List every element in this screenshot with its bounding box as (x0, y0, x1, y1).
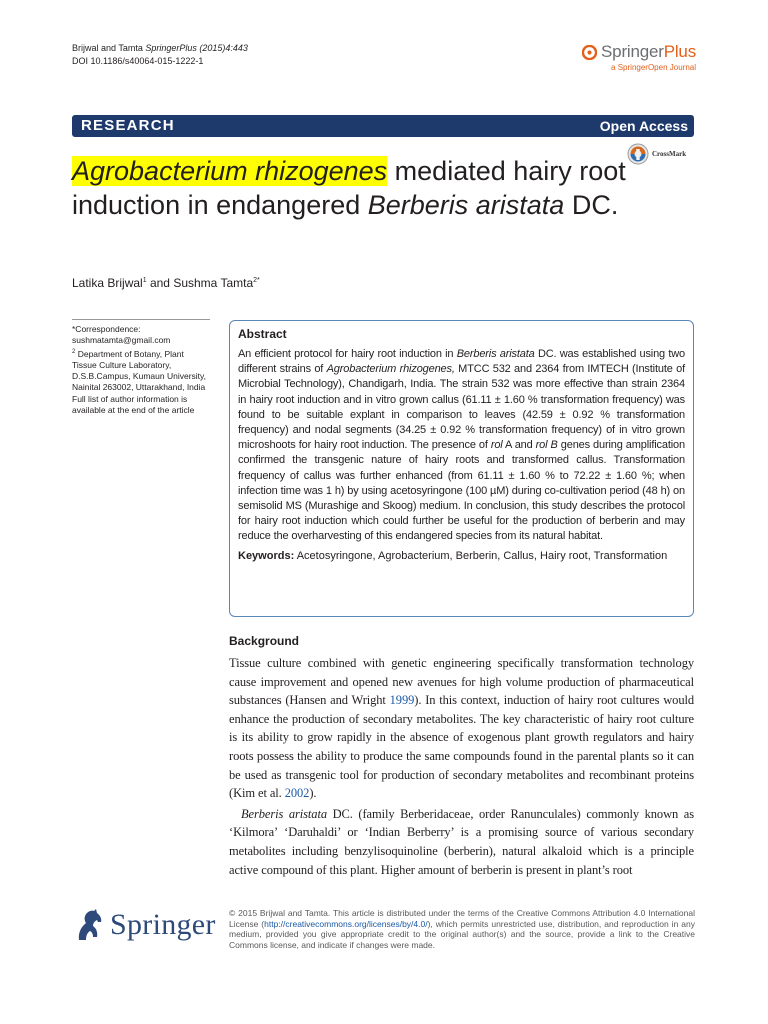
title-text-1: mediated hairy root induction in endangered (72, 156, 626, 220)
abstract-span: genes during amplification confirmed the transgenic nature of hairy roots and transformed callus. Transformation frequency of callus was further enhanced (from 61.11 ± 1.60 % to 72.22 ± 1.60 %; when infection time was 1 h) by using acetosyringone (100 µM) during co-cultivation period (48 h) on semisolid MS (Murashige and Skoog) medium. In conclusion, this study describes the protocol for hairy root induction which could further be useful for the production of berberin and may reduce the overharvesting of this endangered species from its natural habitat. (238, 439, 685, 543)
license-span: © 2015 Brijwal and Tamta. This article is distributed under the terms of the Creative Commons Attribution 4.0 International License ( (229, 908, 695, 929)
open-access-label: Open Access (599, 118, 688, 134)
crossmark-badge[interactable] (627, 143, 686, 165)
abstract-italic: Berberis aristata (456, 348, 535, 360)
abstract-span: A and (502, 439, 536, 452)
springer-wordmark: Springer (110, 908, 216, 941)
author-name[interactable]: Sushma Tamta (173, 276, 254, 290)
article-title (72, 154, 632, 222)
abstract-italic: Agrobacterium rhizogenes, (326, 363, 455, 376)
author-separator: and (146, 276, 174, 290)
background-text (229, 654, 694, 879)
citation-line (72, 42, 248, 55)
keywords-list: Acetosyringone, Agrobacterium, Berberin, Callus, Hairy root, Transformation (294, 549, 668, 562)
brand-plus: Plus (663, 42, 696, 61)
abstract-italic: rol B (535, 439, 558, 452)
author-info-note: Full list of author information is available at the end of the article (72, 393, 195, 415)
springer-logo (72, 907, 216, 943)
affiliation-text: Department of Botany, Plant Tissue Culture Laboratory, D.S.B.Campus, Kumaun University, Nainital 263002, Uttarakhand, India (72, 348, 206, 393)
correspondence-sidebar (72, 319, 210, 416)
background-heading: Background (229, 634, 300, 648)
text-span: ). (309, 786, 317, 801)
affiliation-marker: 1 (142, 277, 147, 284)
title-highlighted-species: Agrobacterium rhizogenes (72, 156, 388, 186)
brand-name: Springer (601, 42, 664, 61)
citation-authors: Brijwal and Tamta (72, 43, 146, 53)
springerplus-brand (582, 42, 696, 72)
paragraph (229, 805, 694, 879)
species-name: Berberis aristata (241, 806, 327, 821)
citation-link[interactable]: 1999 (389, 693, 415, 708)
keywords-label: Keywords: (238, 549, 295, 562)
crossmark-label: CrossMark (652, 150, 687, 158)
citation-link[interactable]: 2002 (284, 786, 310, 801)
springeropen-logo-icon (582, 45, 597, 60)
springer-horse-icon (72, 907, 106, 943)
abstract-span: MTCC 532 and 2364 from IMTECH (Institute of Microbial Technology), Chandigarh, India. The strain 532 was more effective than strain 2364 in hairy root induction and in vitro grown callus (61.11 ± 1.60 % transformation frequency) was found to be suitable explant in comparison to leaves (42.59 ± 0.92 % transformation frequency) and nodal segments (34.25 ± 0.92 % transformation frequency) of in vitro grown microshoots for hairy root induction. The presence of (238, 363, 685, 452)
text-span: Tissue culture combined with genetic engineering specifically transformation technology cause improvement and opened new avenues for high volume production of pharmaceutical substances (Hansen and Wright (229, 656, 694, 708)
paragraph (229, 654, 694, 803)
abstract-heading: Abstract (238, 327, 287, 341)
title-species: Berberis aristata (367, 190, 565, 220)
correspondence-email[interactable]: sushmatamta@gmail.com (72, 335, 171, 346)
article-type-band (72, 115, 694, 137)
text-span: DC. (family Berberidaceae, order Ranunculales) commonly known as ‘Kilmora’ ‘Daruhaldi’ or ‘Indian Berberry’ is a promising source of various secondary metabolites including benzylisoquinoline (berberin), natural alkaloid which is a principle active compound of this plant. Higher amount of berberin is present in plant’s root (229, 806, 694, 877)
doi[interactable]: DOI 10.1186/s40064-015-1222-1 (72, 56, 204, 66)
abstract-text (238, 347, 685, 545)
correspondence-label: *Correspondence: (72, 324, 141, 334)
abstract-span: An efficient protocol for hairy root induction in (238, 348, 457, 360)
article-type: RESEARCH (81, 117, 175, 134)
citation (72, 42, 248, 68)
title-text-2: DC. (564, 190, 619, 220)
license-link[interactable]: http://creativecommons.org/licenses/by/4.0/ (264, 918, 428, 929)
text-span: ). In this context, induction of hairy root cultures would enhance the production of secondary metabolites. The key characteristic of hairy root culture is its ability to grow rapidly in the absence of exogenous plant growth regulators and hairy roots possess the ability to produce the same compounds found in the parental plants so it can be used as transgenic tool for production of secondary metabolites and recombinant proteins (Kim et al. (229, 693, 694, 801)
license-text (229, 908, 695, 950)
brand-subtitle: a SpringerOpen Journal (611, 63, 696, 72)
affiliation (72, 347, 210, 394)
affiliation-marker: 2* (253, 277, 260, 284)
author-list (72, 276, 260, 290)
keywords (238, 549, 685, 564)
abstract-italic: rol (490, 439, 503, 452)
abstract-span: DC. was established using two different strains of (238, 348, 685, 376)
affiliation-marker: 2 (72, 348, 76, 355)
author-name[interactable]: Latika Brijwal (72, 276, 143, 290)
license-span: ), which permits unrestricted use, distribution, and reproduction in any medium, provided you give appropriate credit to the original author(s) and the source, provide a link to the Creative Commons license, and indicate if changes were made. (229, 918, 695, 950)
citation-journal: SpringerPlus (2015)4:443 (145, 43, 248, 53)
abstract-box (229, 320, 694, 617)
